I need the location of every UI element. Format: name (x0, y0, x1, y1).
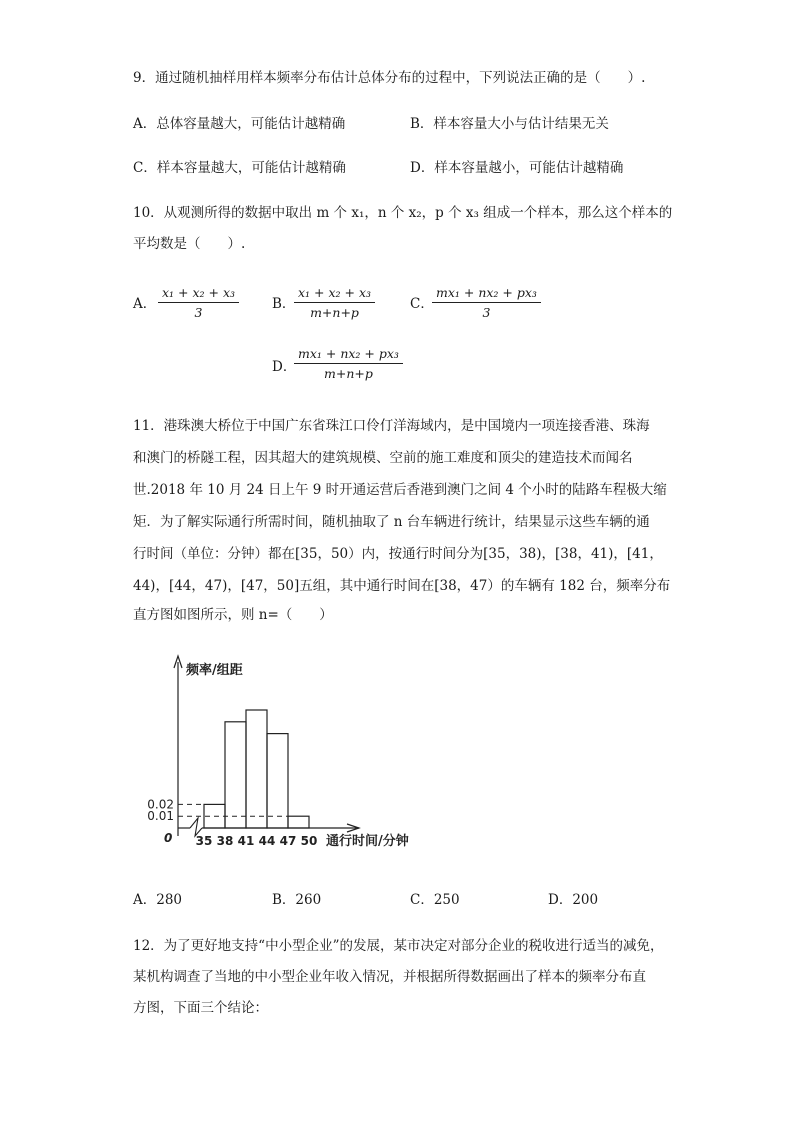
chart-bars (204, 710, 309, 828)
chart-labels (147, 662, 408, 849)
q10-option-d-label: D． (272, 359, 297, 375)
histogram-bar-3 (246, 710, 267, 828)
x-tick-label: 50 (300, 834, 318, 848)
q9-option-b[interactable]: B．样本容量大小与估计结果无关 (410, 116, 609, 132)
fraction-numerator: mx₁ + nx₂ + px₃ (294, 345, 403, 364)
x-tick-label: 44 (258, 834, 276, 848)
q11-option-d[interactable]: D．200 (548, 892, 599, 908)
q11-option-a[interactable]: A．280 (133, 892, 183, 908)
origin-label: 0 (164, 831, 173, 845)
q9-option-c[interactable]: C．样本容量越大，可能估计越精确 (133, 160, 346, 176)
q11-line-7: 直方图如图所示，则 n=（ ） (133, 607, 333, 623)
x-tick-label: 47 (279, 834, 297, 848)
q10-option-b-label: B． (272, 296, 296, 312)
x-tick-label: 35 (195, 834, 213, 848)
fraction-numerator: mx₁ + nx₂ + px₃ (432, 284, 541, 303)
x-tick-label: 38 (216, 834, 234, 848)
q12-line-2: 某机构调查了当地的中小型企业年收入情况，并根据所得数据画出了样本的频率分布直 (133, 969, 646, 985)
q10-option-d-fraction (294, 345, 403, 384)
frequency-histogram (140, 648, 440, 858)
q10-option-c-fraction (432, 284, 541, 323)
q9-stem: 9．通过随机抽样用样本频率分布估计总体分布的过程中，下列说法正确的是（ ）. (133, 70, 646, 86)
fraction-denominator: 3 (194, 305, 203, 320)
q11-option-b[interactable]: B．260 (272, 892, 322, 908)
q12-line-1: 12．为了更好地支持“中小型企业”的发展，某市决定对部分企业的税收进行适当的减免， (133, 938, 664, 954)
q11-line-3: 世.2018 年 10 月 24 日上午 9 时开通运营后香港到澳门之间 4 个小时的陆路车程极大缩 (133, 482, 667, 498)
q11-option-c[interactable]: C．250 (410, 892, 460, 908)
q9-option-d[interactable]: D．样本容量越小，可能估计越精确 (410, 160, 624, 176)
fraction-numerator: x₁ + x₂ + x₃ (158, 284, 239, 303)
histogram-bar-5 (288, 816, 309, 828)
fraction-denominator: m+n+p (324, 366, 373, 381)
y-axis-title: 频率/组距 (186, 663, 243, 678)
q12-line-3: 方图，下面三个结论： (133, 1000, 268, 1016)
q10-option-c-label: C． (410, 296, 434, 312)
q11-line-6: 44)，[44，47)，[47，50]五组，其中通行时间在[38，47）的车辆有 182 台，频率分布 (133, 578, 671, 594)
q11-line-5: 行时间（单位：分钟）都在[35，50）内，按通行时间分为[35，38)，[38，41)，[41， (133, 546, 663, 562)
q10-option-a-label: A． (133, 296, 157, 312)
q10-stem-line2: 平均数是（ ）. (133, 236, 246, 252)
y-tick-label: 0.02 (147, 797, 174, 812)
x-axis-title: 通行时间/分钟 (326, 834, 409, 849)
q10-option-a-fraction (158, 284, 239, 323)
fraction-denominator: m+n+p (310, 305, 359, 320)
q9-option-a[interactable]: A．总体容量越大，可能估计越精确 (133, 116, 346, 132)
y-tick-label: 0.01 (147, 809, 174, 824)
fraction-numerator: x₁ + x₂ + x₃ (294, 284, 375, 303)
x-tick-label: 41 (237, 834, 255, 848)
fraction-denominator: 3 (482, 305, 491, 320)
q10-option-b-fraction (294, 284, 375, 323)
q10-stem-line1: 10．从观测所得的数据中取出 m 个 x₁，n 个 x₂，p 个 x₃ 组成一个样本，那么这个样本的 (133, 205, 673, 221)
q11-line-1: 11．港珠澳大桥位于中国广东省珠江口伶仃洋海域内，是中国境内一项连接香港、珠海 (133, 418, 650, 434)
histogram-bar-4 (267, 734, 288, 828)
histogram-bar-2 (225, 722, 246, 828)
q11-line-2: 和澳门的桥隧工程，因其超大的建筑规模、空前的施工难度和顶尖的建造技术而闻名 (133, 450, 633, 466)
q11-line-4: 矩．为了解实际通行所需时间，随机抽取了 n 台车辆进行统计，结果显示这些车辆的通 (133, 514, 650, 530)
